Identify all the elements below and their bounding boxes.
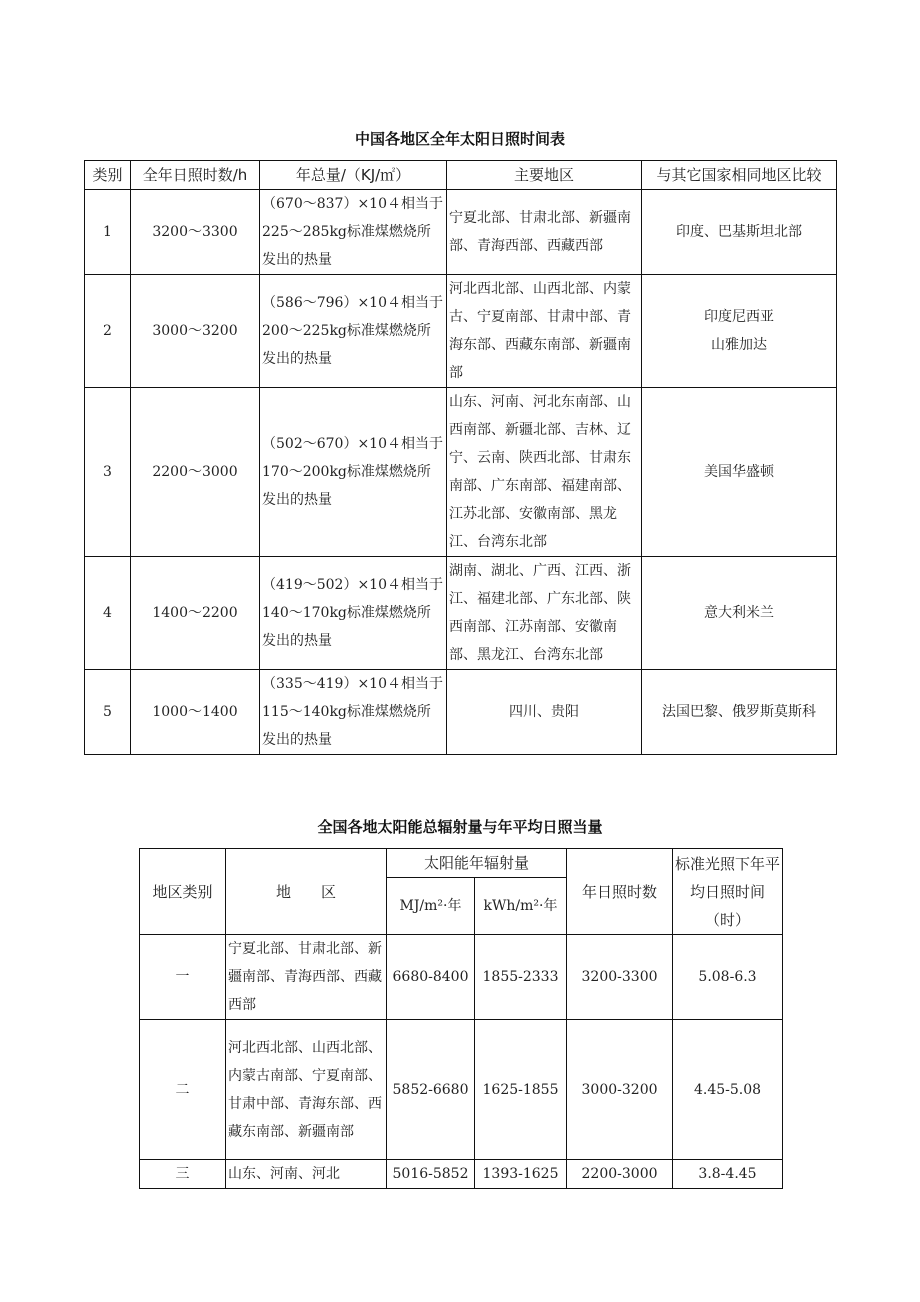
radiation-table xyxy=(139,848,783,1189)
cell-regions: 河北西北部、山西北部、内蒙古、宁夏南部、甘肃中部、青海东部、西藏东南部、新疆南部 xyxy=(447,275,642,388)
sunshine-table xyxy=(84,160,837,755)
cell-regions: 四川、贵阳 xyxy=(447,670,642,755)
cell-mj: 5852-6680 xyxy=(387,1020,475,1160)
cell-total: （502～670）×10４相当于170～200kg标准煤燃烧所发出的热量 xyxy=(260,388,447,557)
cell-hours: 3000-3200 xyxy=(567,1020,673,1160)
cell-hours: 3200～3300 xyxy=(131,190,260,275)
header-kwh: kWh/m²·年 xyxy=(475,878,567,935)
cell-hours: 2200～3000 xyxy=(131,388,260,557)
table2-title: 全国各地太阳能总辐射量与年平均日照当量 xyxy=(317,818,603,836)
cell-compare: 法国巴黎、俄罗斯莫斯科 xyxy=(642,670,837,755)
cell-compare: 意大利米兰 xyxy=(642,557,837,670)
table-row xyxy=(85,557,837,670)
cell-total: （419～502）×10４相当于140～170kg标准煤燃烧所发出的热量 xyxy=(260,557,447,670)
header-hours: 年日照时数 xyxy=(567,849,673,935)
header-category: 地区类别 xyxy=(140,849,226,935)
table1-title: 中国各地区全年太阳日照时间表 xyxy=(354,130,565,148)
cell-compare: 印度尼西亚 山雅加达 xyxy=(642,275,837,388)
cell-regions: 宁夏北部、甘肃北部、新疆南部、青海西部、西藏西部 xyxy=(447,190,642,275)
table-row xyxy=(140,1020,783,1160)
cell-total: （670～837）×10４相当于225～285kg标准煤燃烧所发出的热量 xyxy=(260,190,447,275)
header-radiation: 太阳能年辐射量 xyxy=(387,849,567,878)
table-header-row xyxy=(140,849,783,878)
cell-category: 2 xyxy=(85,275,131,388)
cell-region: 宁夏北部、甘肃北部、新疆南部、青海西部、西藏西部 xyxy=(226,935,387,1020)
cell-hours: 3200-3300 xyxy=(567,935,673,1020)
header-regions: 主要地区 xyxy=(447,161,642,190)
cell-std: 3.8-4.45 xyxy=(673,1160,783,1189)
cell-category: 三 xyxy=(140,1160,226,1189)
header-total: 年总量/（KJ/㎡） xyxy=(260,161,447,190)
cell-category: 1 xyxy=(85,190,131,275)
header-region: 地 区 xyxy=(226,849,387,935)
table-row xyxy=(85,190,837,275)
cell-category: 二 xyxy=(140,1020,226,1160)
table-row xyxy=(85,388,837,557)
cell-category: 5 xyxy=(85,670,131,755)
cell-std: 4.45-5.08 xyxy=(673,1020,783,1160)
table-row xyxy=(140,1160,783,1189)
header-compare: 与其它国家相同地区比较 xyxy=(642,161,837,190)
cell-category: 3 xyxy=(85,388,131,557)
table-header-row xyxy=(85,161,837,190)
cell-regions: 湖南、湖北、广西、江西、浙江、福建北部、广东北部、陕西南部、江苏南部、安徽南部、黑龙江、台湾东北部 xyxy=(447,557,642,670)
cell-total: （586～796）×10４相当于200～225kg标准煤燃烧所发出的热量 xyxy=(260,275,447,388)
cell-category: 4 xyxy=(85,557,131,670)
table-row xyxy=(140,935,783,1020)
cell-kwh: 1855-2333 xyxy=(475,935,567,1020)
header-std: 标准光照下年平均日照时间（时） xyxy=(673,849,783,935)
table-row xyxy=(85,275,837,388)
cell-kwh: 1393-1625 xyxy=(475,1160,567,1189)
cell-compare: 美国华盛顿 xyxy=(642,388,837,557)
cell-hours: 1400～2200 xyxy=(131,557,260,670)
cell-mj: 5016-5852 xyxy=(387,1160,475,1189)
header-category: 类别 xyxy=(85,161,131,190)
cell-category: 一 xyxy=(140,935,226,1020)
cell-hours: 1000～1400 xyxy=(131,670,260,755)
cell-compare: 印度、巴基斯坦北部 xyxy=(642,190,837,275)
cell-regions: 山东、河南、河北东南部、山西南部、新疆北部、吉林、辽宁、云南、陕西北部、甘肃东南部、广东南部、福建南部、江苏北部、安徽南部、黑龙江、台湾东北部 xyxy=(447,388,642,557)
cell-region: 河北西北部、山西北部、内蒙古南部、宁夏南部、甘肃中部、青海东部、西藏东南部、新疆南部 xyxy=(226,1020,387,1160)
cell-hours: 2200-3000 xyxy=(567,1160,673,1189)
header-mj: MJ/m²·年 xyxy=(387,878,475,935)
cell-region: 山东、河南、河北 xyxy=(226,1160,387,1189)
cell-total: （335～419）×10４相当于115～140kg标准煤燃烧所发出的热量 xyxy=(260,670,447,755)
table-row xyxy=(85,670,837,755)
cell-mj: 6680-8400 xyxy=(387,935,475,1020)
cell-hours: 3000～3200 xyxy=(131,275,260,388)
cell-std: 5.08-6.3 xyxy=(673,935,783,1020)
header-hours: 全年日照时数/h xyxy=(131,161,260,190)
cell-kwh: 1625-1855 xyxy=(475,1020,567,1160)
